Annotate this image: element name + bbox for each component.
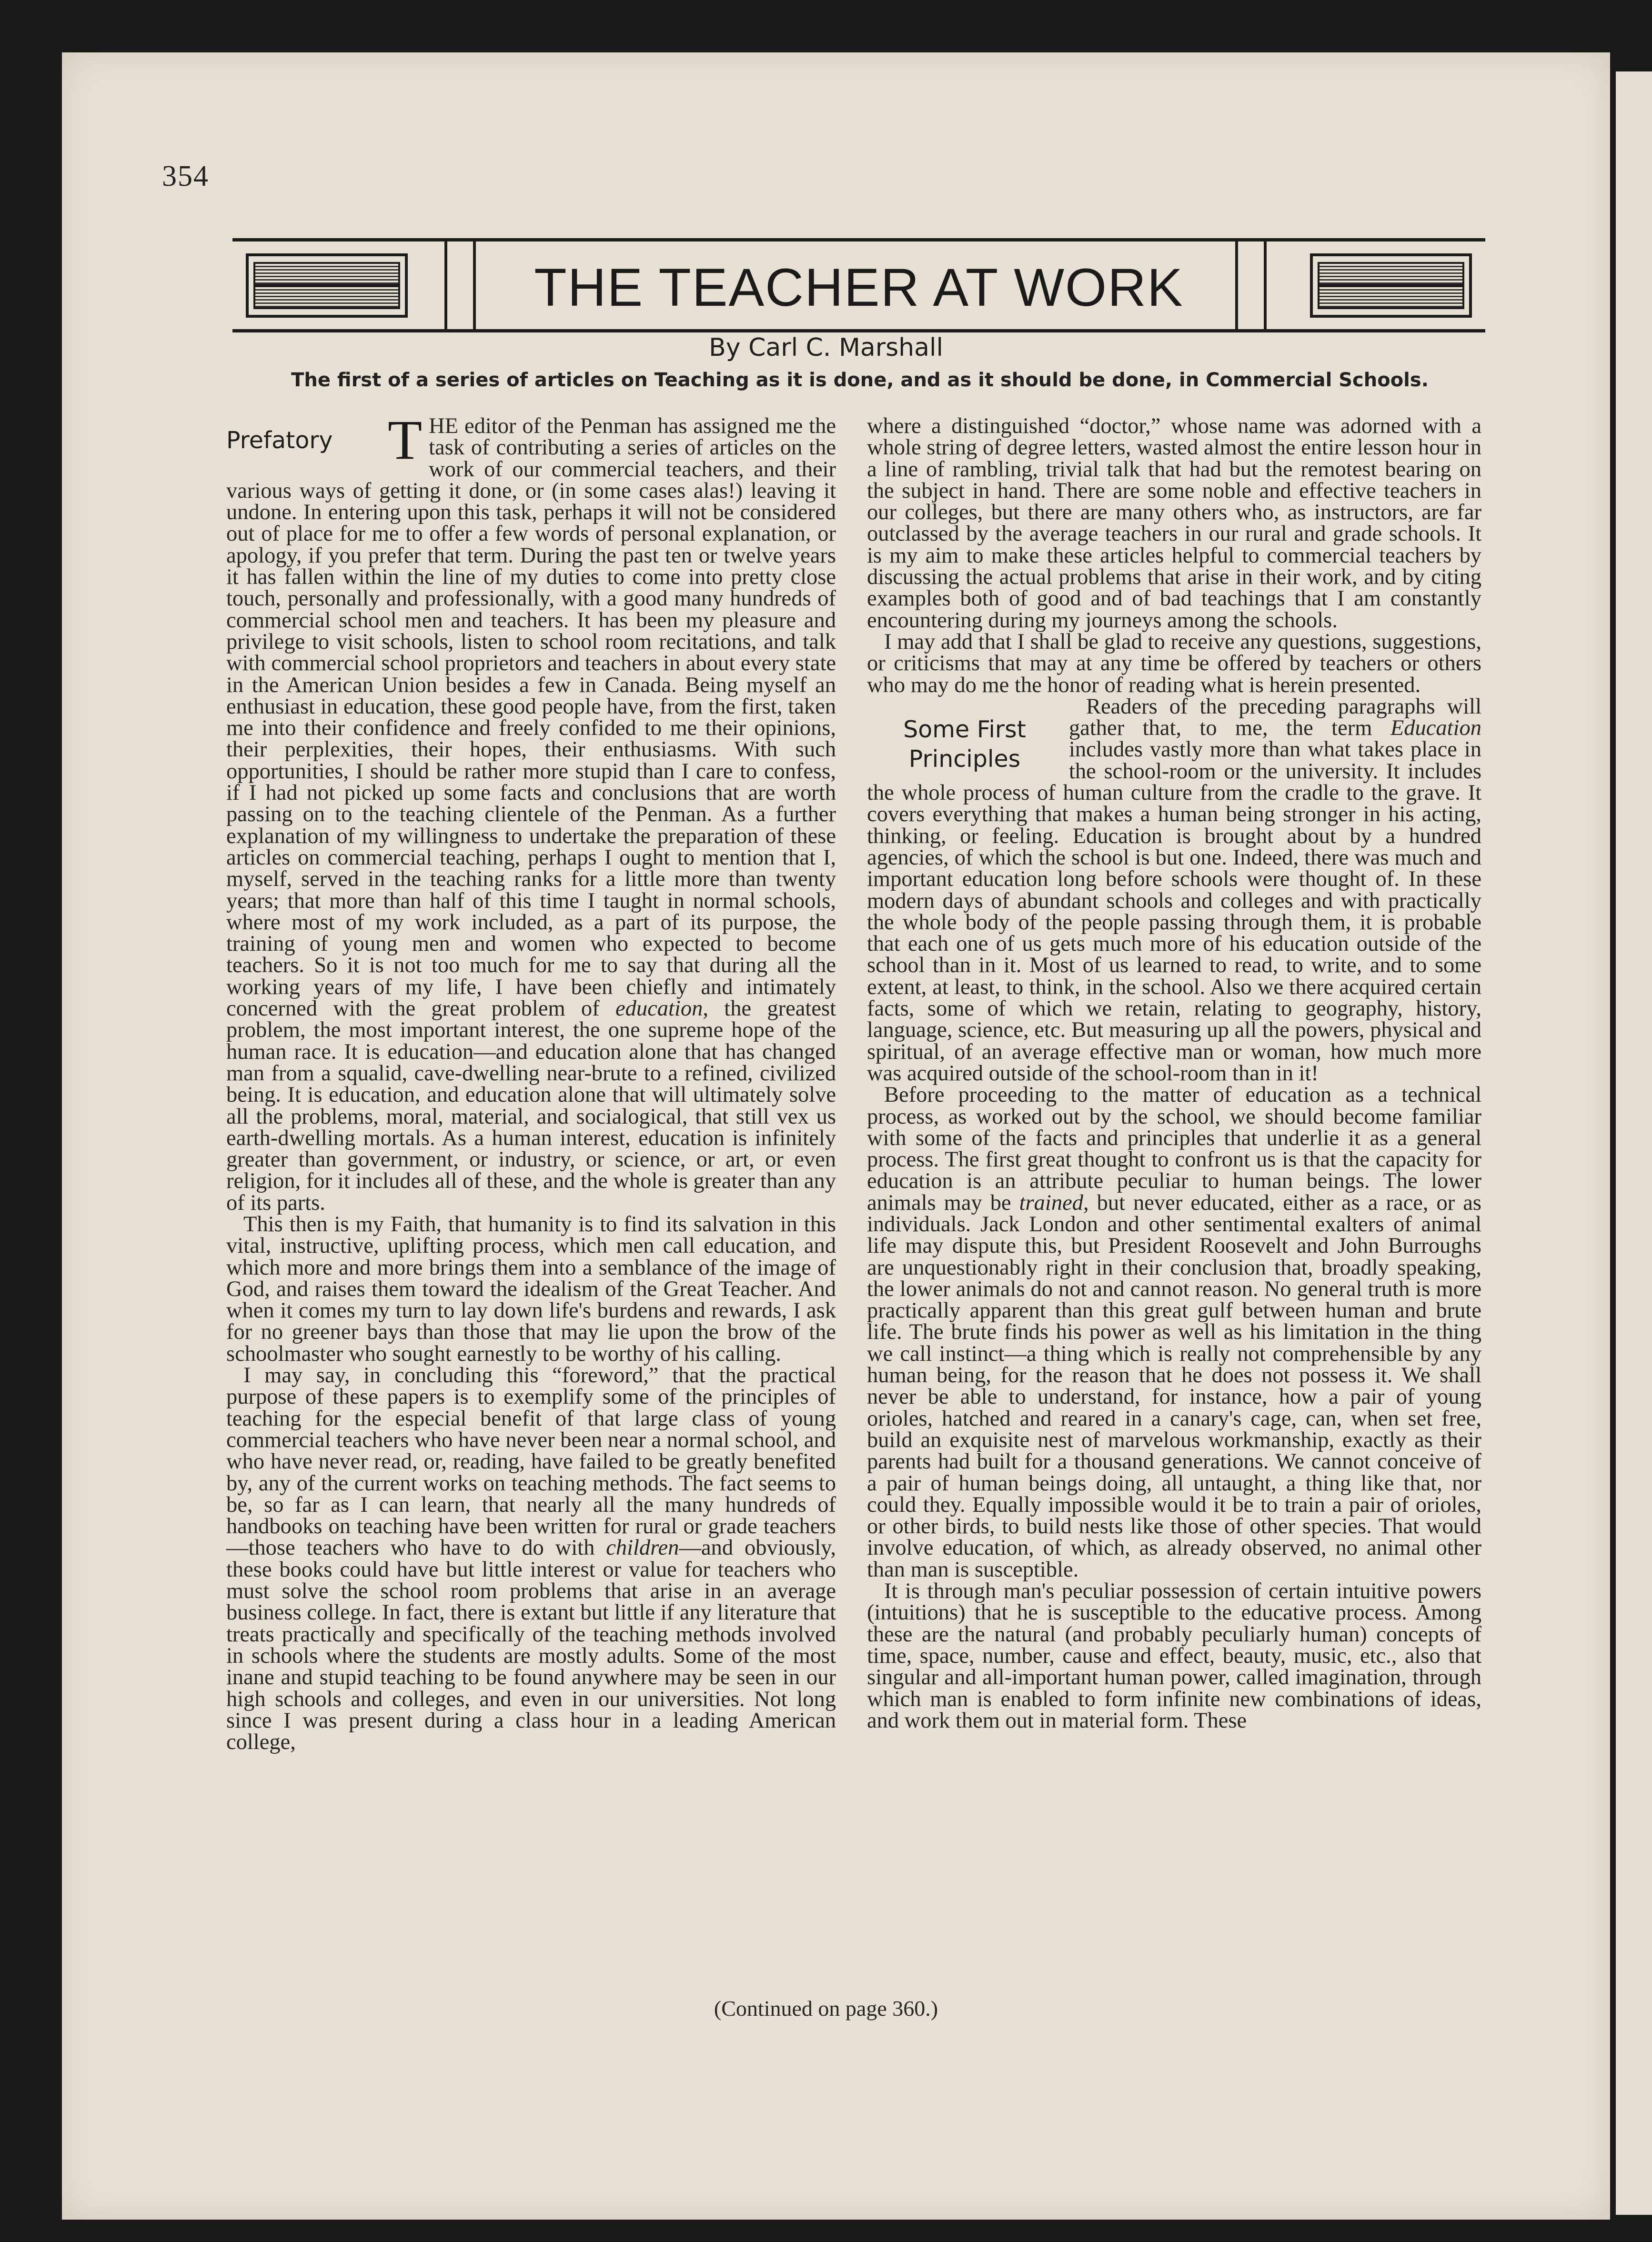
paragraph-text: Readers of the preceding paragraphs will gather that, to me, the term bbox=[1069, 694, 1481, 741]
paragraph: where a distinguished “doctor,” whose name was adorned with a whole string of degree letters, wasted almost the entire lesson hour in a line of rambling, trivial talk that had but the remotest bearing on the subject in hand. There are some noble and effective teachers in our colleges, but there are many others who, as instructors, are far outclassed by the average teachers in our rural and grade schools. It is my aim to make these articles helpful to commercial teachers by discussing the actual problems that arise in their work, and by citing examples both of good and of bad teachings that I am constantly encountering during my journeys among the schools. bbox=[867, 414, 1481, 633]
title-banner bbox=[232, 238, 1485, 332]
paragraph bbox=[226, 409, 836, 1215]
emphasis: education bbox=[615, 996, 703, 1021]
paragraph: It is through man's peculiar possession of certain intuitive powers (intuitions) that he is susceptible to the educative process. Among these are the natural (and probably peculiarly human) concepts of time, space, number, cause and effect, beauty, music, etc., also that singular and all-important human power, called imagination, through which man is enabled to form infinite new combinations of ideas, and work them out in material form. These bbox=[867, 1579, 1481, 1733]
paragraph-text: —and obviously, these books could have but little interest or value for teachers who must solve the school room problems that arise in an average business college. In fact, there is extant but little if any literature that treats practically and specifically of the teaching methods involved in schools where the students are mostly adults. Some of the most inane and stupid teaching to be found anywhere may be seen in our high schools and colleges, and even in our universities. Not long since I was present during a class hour in a leading American college, bbox=[226, 1536, 836, 1755]
adjacent-page-edge bbox=[1616, 71, 1652, 2215]
paragraph: This then is my Faith, that humanity is to find its salvation in this vital, instructive, uplifting process, which men call education, and which more and more brings them into a semblance of the image of God, and raises them toward the idealism of the Great Teacher. And when it comes my turn to lay down life's burdens and rewards, I ask for no greener bays than those that may lie upon the brow of the schoolmaster who sought earnestly to be worthy of his calling. bbox=[226, 1212, 836, 1366]
emphasis: children bbox=[606, 1536, 679, 1560]
drop-cap: T bbox=[388, 409, 423, 471]
continued-note: (Continued on page 360.) bbox=[714, 1996, 938, 2021]
emphasis: Education bbox=[1390, 716, 1481, 741]
paragraph-text: I may say, in concluding this “foreword,” that the practical purpose of these papers is to exemplify some of the principles of teaching for the especial benefit of that large class of young commercial teachers who have never been near a normal school, and who have never read, or, reading, have failed to be greatly benefited by, any of the current works on teaching methods. The fact seems to be, so far as I can learn, that nearly all the many hundreds of handbooks on teaching have been written for rural or grade teachers—those teachers who have to do with bbox=[226, 1363, 836, 1560]
article-title: THE TEACHER AT WORK bbox=[534, 258, 1184, 317]
article-subtitle: The first of a series of articles on Teaching as it is done, and as it should be done, in Commercial Schools. bbox=[291, 369, 1429, 391]
sidehead-some-first-principles: Some First Principles bbox=[903, 715, 1026, 773]
paragraph-text: Before proceeding to the matter of education as a technical process, as worked out by the school, we should become familiar with some of the facts and principles that underlie it as a general process. The first great thought to confront us is that the capacity for education is an attribute peculiar to human beings. The lower animals may be bbox=[867, 1083, 1481, 1215]
right-column bbox=[867, 415, 1481, 1731]
paragraph-text: HE editor of the Penman has assigned me the task of contributing a series of articles on the work of our commercial teachers, and their various ways of getting it done, or (in some cases alas!) leaving it undone. In entering upon this task, perhaps it will not be considered out of place for me to offer a few words of personal explanation, or apology, if you prefer that term. During the past ten or twelve years it has fallen within the line of my duties to come into pretty close touch, personally and professionally, with a good many hundreds of commercial school men and teachers. It has been my pleasure and privilege to visit schools, listen to school room recitations, and talk with commercial school proprietors and teachers in about every state in the American Union besides a few in Canada. Being myself an enthusiast in education, these good people have, from the first, taken me into their confidence and freely confided to me their opinions, their perplexities, their hopes, their enthusiasms. With such opportunities, I should be rather more stupid than I care to confess, if I had not picked up some facts and conclusions that are worth passing on to the teaching clientele of the Penman. As a further explanation of my willingness to undertake the preparation of these articles on commercial teaching, perhaps I ought to mention that I, myself, served in the teaching ranks for a little more than twenty years; that more than half of this time I taught in normal schools, where most of my work included, as a part of its purpose, the training of young men and women who expected to become teachers. So it is not too much for me to say that during all the working years of my life, I have been chiefly and intimately concerned with the great problem of bbox=[226, 414, 836, 1021]
paragraph-text: includes vastly more than what takes place in the school-room or the university. It includes the whole process of human culture from the cradle to the grave. It covers everything that makes a human being stronger in his acting, thinking, or feeling. Education is brought about by a hundred agencies, of which the school is but one. Indeed, there was much and important education long before schools were thought of. In these modern days of abundant schools and colleges and with practically the whole body of the people passing through them, it is probable that each one of us gets much more of his education outside of the school than in it. Most of us learned to read, to write, and to some extent, at least, to think, in the school. Also we there acquired certain facts, some of which we retain, relating to geography, history, language, science, etc. But measuring up all the powers, physical and spiritual, of an average effective man or woman, how much more was acquired outside of the school-room than in it! bbox=[867, 737, 1481, 1086]
paragraph bbox=[867, 1084, 1481, 1580]
emphasis: trained bbox=[1019, 1190, 1083, 1215]
paragraph: I may add that I shall be glad to receive any questions, suggestions, or criticisms that may at any time be offered by teachers or others who may do me the honor of reading what is herein presented. bbox=[867, 629, 1481, 697]
paragraph-text: , but never educated, either as a race, or as individuals. Jack London and other sentimental exalters of animal life may dispute this, but President Roosevelt and John Burroughs are unquestionably right in their conclusion that, broadly speaking, the lower animals do not and cannot reason. No general truth is more practically apparent than this great gulf between human and brute life. The brute finds his power as well as his limitation in the thing we call instinct—a thing which is really not comprehensible by any human being, for the reason that he does not possess it. We shall never be able to understand, for instance, how a pair of young orioles, hatched and reared in a canary's cage, can, when set free, build an exquisite nest of marvelous workmanship, exactly as their parents had built for a thousand generations. We cannot conceive of a pair of human beings doing, all untaught, a thing like that, nor could they. Equally impossible would it be to train a pair of orioles, or other birds, to build nests like those of other species. That would involve education, of which, as already observed, no animal other than man is susceptible. bbox=[867, 1190, 1481, 1582]
page-number: 354 bbox=[162, 160, 209, 192]
left-column bbox=[226, 409, 836, 1755]
paragraph-text: , the greatest problem, the most important interest, the one supreme hope of the human race. It is education—and education alone that has changed man from a squalid, cave-dwelling near-brute to a refined, civilized being. It is education, and education alone that will ultimately solve all the problems, moral, material, and socialogical, that still vex us earth-dwelling mortals. As a human interest, education is infinitely greater than government, or industry, or science, or art, or even religion, for it includes all of these, and the whole is greater than any of its parts. bbox=[226, 996, 836, 1215]
sidehead-prefatory: Prefatory bbox=[226, 427, 333, 454]
byline: By Carl C. Marshall bbox=[709, 333, 943, 362]
paragraph bbox=[226, 1365, 836, 1753]
